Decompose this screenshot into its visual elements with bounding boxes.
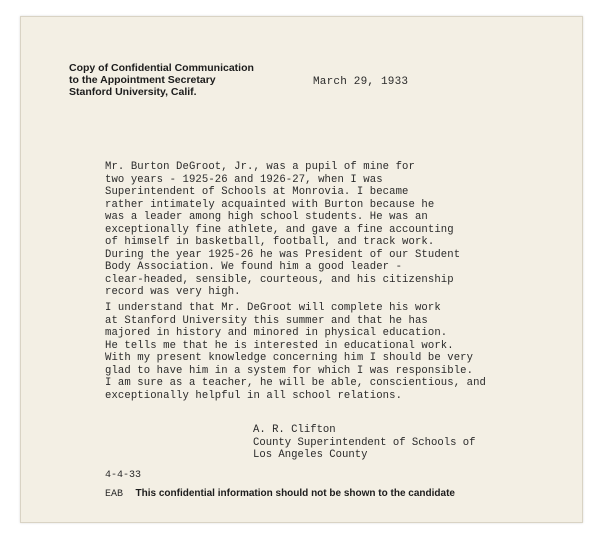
- signer-title: Los Angeles County: [253, 449, 368, 461]
- letter-date: March 29, 1933: [313, 76, 409, 88]
- signer-name: A. R. Clifton: [253, 424, 336, 436]
- text-line: Superintendent of Schools at Monrovia. I became: [105, 186, 409, 198]
- text-line: majored in history and minored in physical education.: [105, 327, 448, 339]
- text-line: I am sure as a teacher, he will be able, conscientious, and: [105, 377, 486, 389]
- signature-block: [253, 424, 476, 462]
- document-page: [20, 16, 583, 523]
- header-line: Stanford University, Calif.: [69, 86, 197, 98]
- body-paragraph-2: [105, 302, 486, 402]
- text-line: rather intimately acquainted with Burton because he: [105, 198, 435, 211]
- letter-header: [69, 62, 254, 98]
- text-line: During the year 1925-26 he was President of our Student: [105, 248, 461, 261]
- clerk-initials: EAB: [105, 489, 124, 500]
- confidential-notice: This confidential information should not be shown to the candidate: [135, 488, 455, 499]
- text-line: was a leader among high school students. He was an: [105, 211, 428, 223]
- text-line: at Stanford University this summer and that he has: [105, 314, 428, 327]
- file-date: 4-4-33: [105, 470, 142, 481]
- text-line: of himself in basketball, football, and track work.: [105, 236, 435, 248]
- text-line: Body Association. We found him a good leader -: [105, 261, 403, 273]
- text-line: clear-headed, sensible, courteous, and his citizenship: [105, 273, 454, 286]
- text-line: I understand that Mr. DeGroot will complete his work: [105, 302, 441, 314]
- signer-title: County Superintendent of Schools of: [253, 436, 476, 449]
- footer-notice-line: [105, 488, 455, 500]
- header-line: Copy of Confidential Communication: [69, 62, 254, 74]
- body-paragraph-1: [105, 161, 460, 299]
- text-line: With my present knowledge concerning him I should be very: [105, 352, 474, 364]
- text-line: exceptionally fine athlete, and gave a fine accounting: [105, 223, 454, 236]
- header-line: to the Appointment Secretary: [69, 74, 216, 86]
- text-line: two years - 1925-26 and 1926-27, when I was: [105, 173, 383, 186]
- text-line: Mr. Burton DeGroot, Jr., was a pupil of mine for: [105, 161, 415, 173]
- text-line: He tells me that he is interested in educational work.: [105, 339, 454, 352]
- text-line: glad to have him in a system for which I was responsible.: [105, 364, 474, 377]
- text-line: exceptionally helpful in all school relations.: [105, 389, 403, 402]
- text-line: record was very high.: [105, 286, 241, 298]
